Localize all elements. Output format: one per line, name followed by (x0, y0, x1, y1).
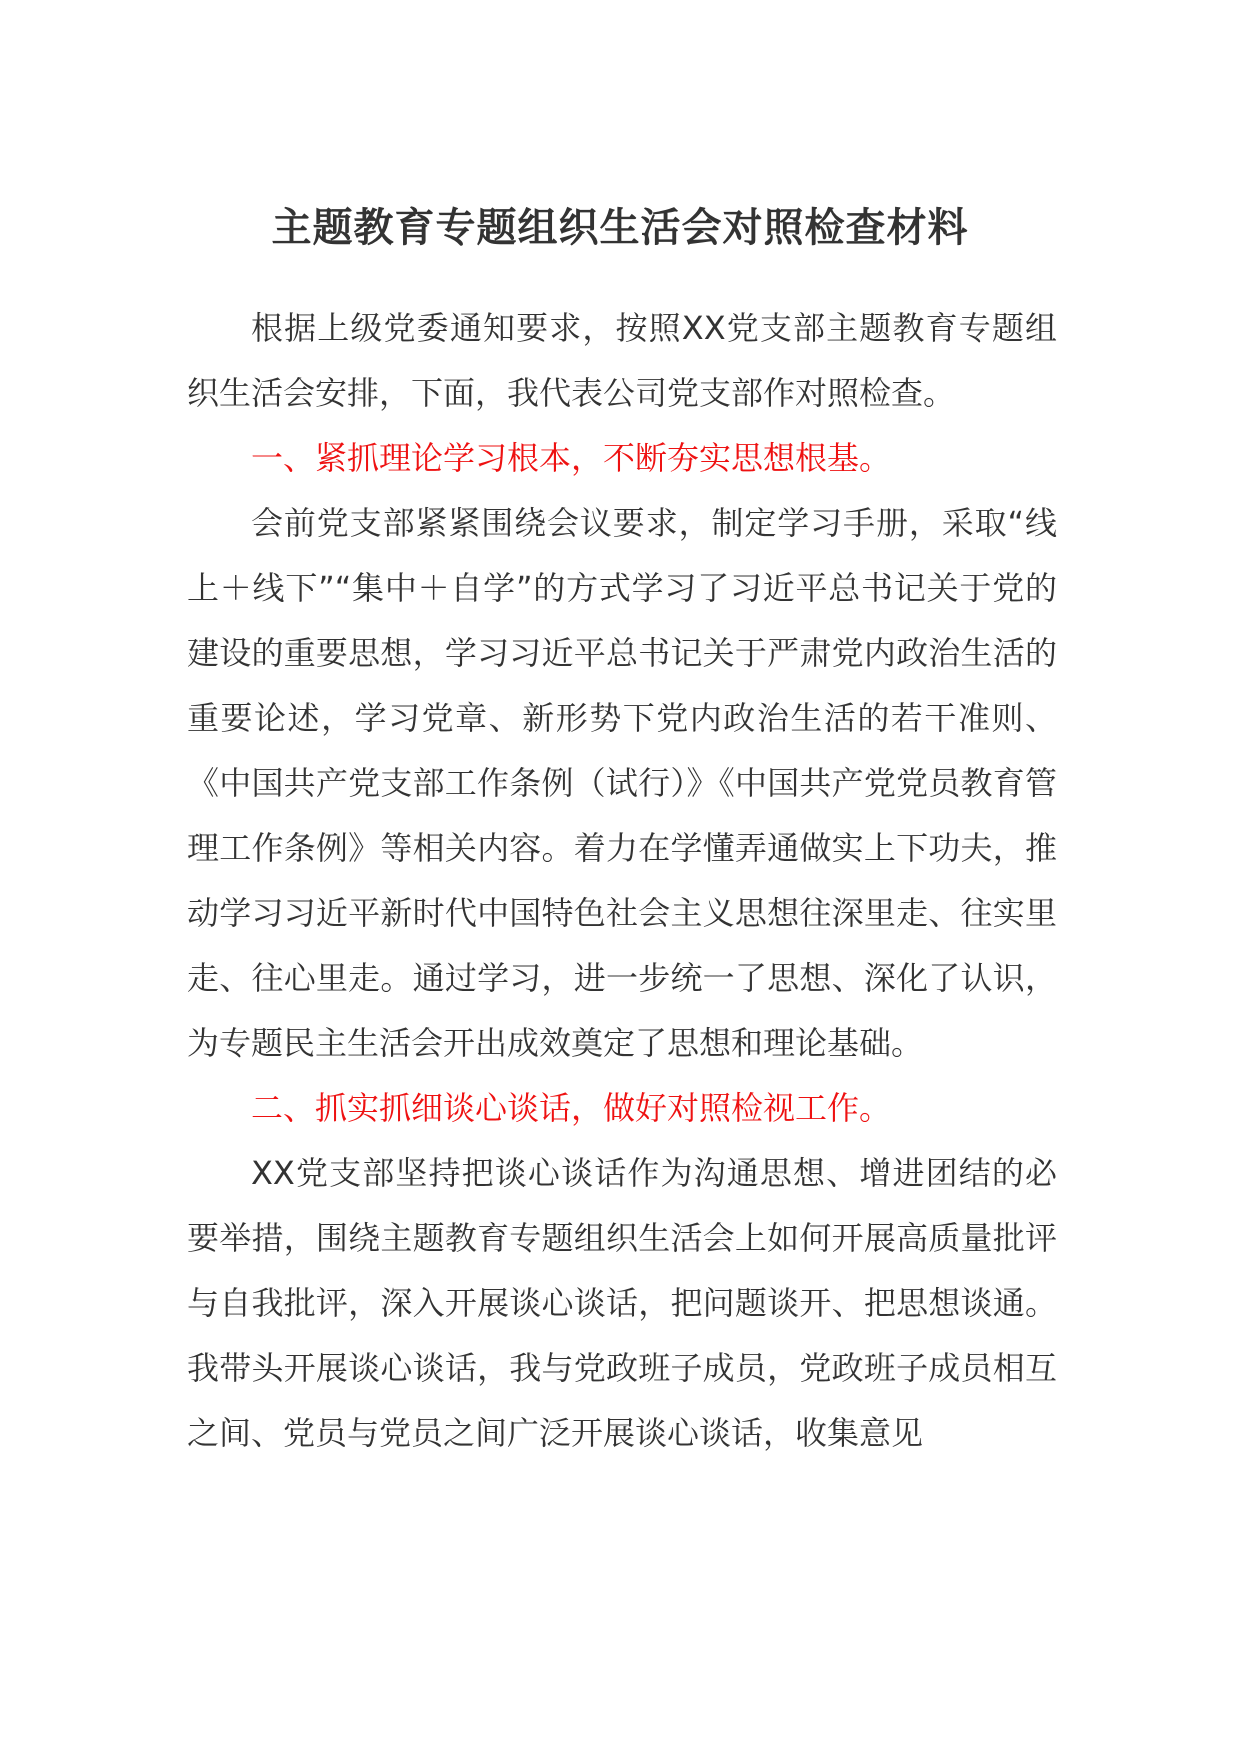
document-title: 主题教育专题组织生活会对照检查材料 (271, 205, 969, 251)
intro-paragraph: 根据上级党委通知要求，按照XX党支部主题教育专题组织生活会安排，下面，我代表公司党支部作对照检查。 (187, 309, 1057, 412)
section-heading-2: 二、抓实抓细谈心谈话，做好对照检视工作。 (251, 1089, 892, 1127)
section-1-paragraph: 会前党支部紧紧围绕会议要求，制定学习手册，采取“线上＋线下”“集中＋自学”的方式学习了习近平总书记关于党的建设的重要思想，学习习近平总书记关于严肃党内政治生活的重要论述，学习党章、新形势下党内政治生活的若干准则、《中国共产党支部工作条例（试行）》《中国共产党党员教育管理工作条例》等相关内容。着力在学懂弄通做实上下功夫，推动学习习近平新时代中国特色社会主义思想往深里走、往实里走、往心里走。通过学习，进一步统一了思想、深化了认识，为专题民主生活会开出成效奠定了思想和理论基础。 (187, 504, 1057, 1062)
section-heading-1: 一、紧抓理论学习根本，不断夯实思想根基。 (251, 439, 892, 477)
document-body (187, 296, 1057, 1466)
section-2-paragraph: XX党支部坚持把谈心谈话作为沟通思想、增进团结的必要举措，围绕主题教育专题组织生活会上如何开展高质量批评与自我批评，深入开展谈心谈话，把问题谈开、把思想谈通。我带头开展谈心谈话，我与党政班子成员，党政班子成员相互之间、党员与党员之间广泛开展谈心谈话，收集意见 (187, 1154, 1057, 1452)
